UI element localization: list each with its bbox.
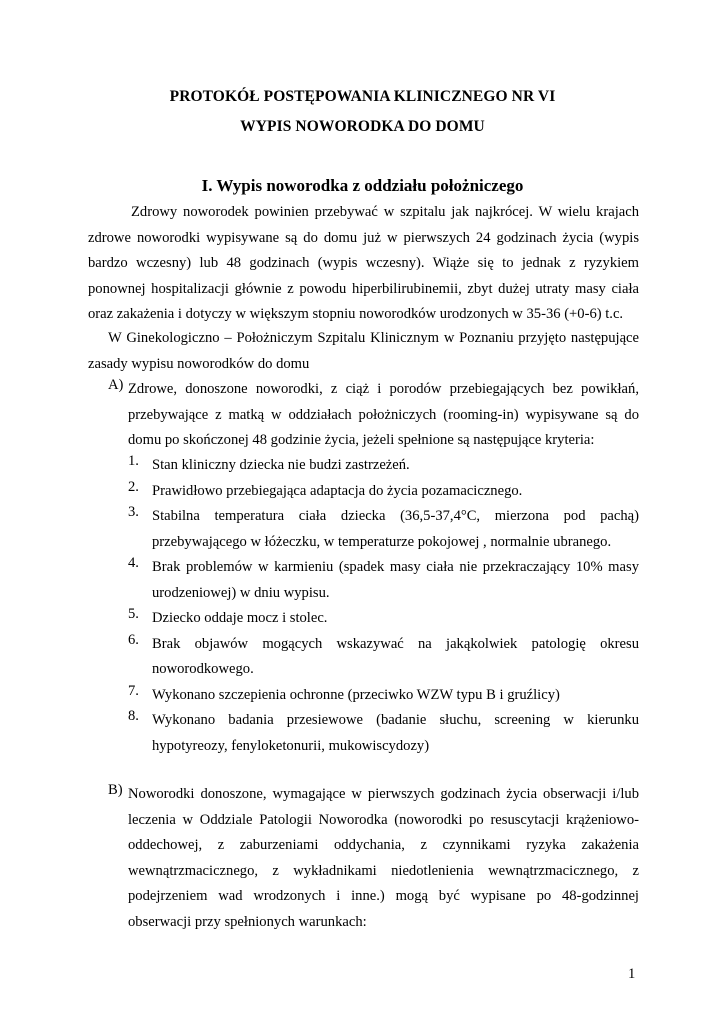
list-item-text: Brak problemów w karmieniu (spadek masy ciała nie przekraczający 10% masy urodzeniowej) w dniu wypisu. bbox=[152, 559, 639, 601]
list-item-text: Prawidłowo przebiegająca adaptacja do życia pozamacicznego. bbox=[152, 482, 523, 499]
list-item-number: 7. bbox=[128, 682, 139, 699]
section-a-letter: A) bbox=[108, 377, 124, 393]
document-title: PROTOKÓŁ POSTĘPOWANIA KLINICZNEGO NR VI bbox=[169, 88, 556, 105]
list-item-text: Dziecko oddaje mocz i stolec. bbox=[152, 610, 328, 626]
document-subtitle: WYPIS NOWORODKA DO DOMU bbox=[240, 118, 485, 135]
intro-paragraph: Zdrowy noworodek powinien przebywać w szpitalu jak najkrócej. W wielu krajach zdrowe noworodki wypisywane są do domu już w pierwszych 24 godzinach życia (wypis bardzo wczesny) lub 48 godzinach (wypis wczesny). Wiąże się to jednak z ryzykiem ponownej hospitalizacji głównie z powodu hiperbilirubinemii, zbyt dużej utraty masy ciała oraz zakażenia i dotyczy w większym stopniu noworodków urodzonych w 35-36 (+0-6) t.c. bbox=[88, 204, 639, 322]
hospital-rules-paragraph: W Ginekologiczno – Położniczym Szpitalu Klinicznym w Poznaniu przyjęto następujące zasady wypisu noworodków do domu bbox=[88, 330, 639, 372]
list-item-text: Stan kliniczny dziecka nie budzi zastrzeżeń. bbox=[152, 457, 410, 473]
section-a-text: Zdrowe, donoszone noworodki, z ciąż i porodów przebiegających bez powikłań, przebywające z matką w oddziałach położniczych (rooming-in) wypisywane są do domu po skończonej 48 godzinie życia, jeżeli spełnione są następujące kryteria: bbox=[128, 381, 639, 448]
list-item-number: 5. bbox=[128, 606, 139, 622]
list-item-text: Wykonano szczepienia ochronne (przeciwko WZW typu B i gruźlicy) bbox=[152, 686, 560, 703]
list-item-number: 6. bbox=[128, 631, 139, 648]
section-b-letter: B) bbox=[108, 782, 123, 798]
section-b-text: Noworodki donoszone, wymagające w pierwszych godzinach życia obserwacji i/lub leczenia w Oddziale Patologii Noworodka (noworodki po resuscytacji krążeniowo-oddechowej, z zaburzeniami oddychania, z czynnikami ryzyka zakażenia wewnątrzmacicznego, z wykładnikami niedotlenienia wewnątrzmacicznego, z podejrzeniem wad wrodzonych i inne.) mogą być wypisane po 48-godzinnej obserwacji przy spełnionych warunkach: bbox=[128, 786, 639, 930]
list-item-number: 3. bbox=[128, 504, 139, 520]
section-heading: I. Wypis noworodka z oddziału położniczego bbox=[201, 176, 524, 195]
list-item-number: 8. bbox=[128, 708, 139, 724]
list-item-text: Brak objawów mogących wskazywać na jakąkolwiek patologię okresu noworodkowego. bbox=[152, 635, 639, 677]
list-item-text: Stabilna temperatura ciała dziecka (36,5-37,4°C, mierzona pod pachą) przebywającego w łóżeczku, w temperaturze pokojowej , normalnie ubranego. bbox=[152, 508, 639, 550]
list-item-text: Wykonano badania przesiewowe (badanie słuchu, screening w kierunku hypotyreozy, fenyloketonurii, mukowiscydozy) bbox=[152, 712, 639, 754]
list-item-number: 2. bbox=[128, 478, 139, 495]
list-item-number: 1. bbox=[128, 453, 139, 469]
list-item-number: 4. bbox=[128, 555, 139, 571]
page-number: 1 bbox=[628, 966, 636, 982]
